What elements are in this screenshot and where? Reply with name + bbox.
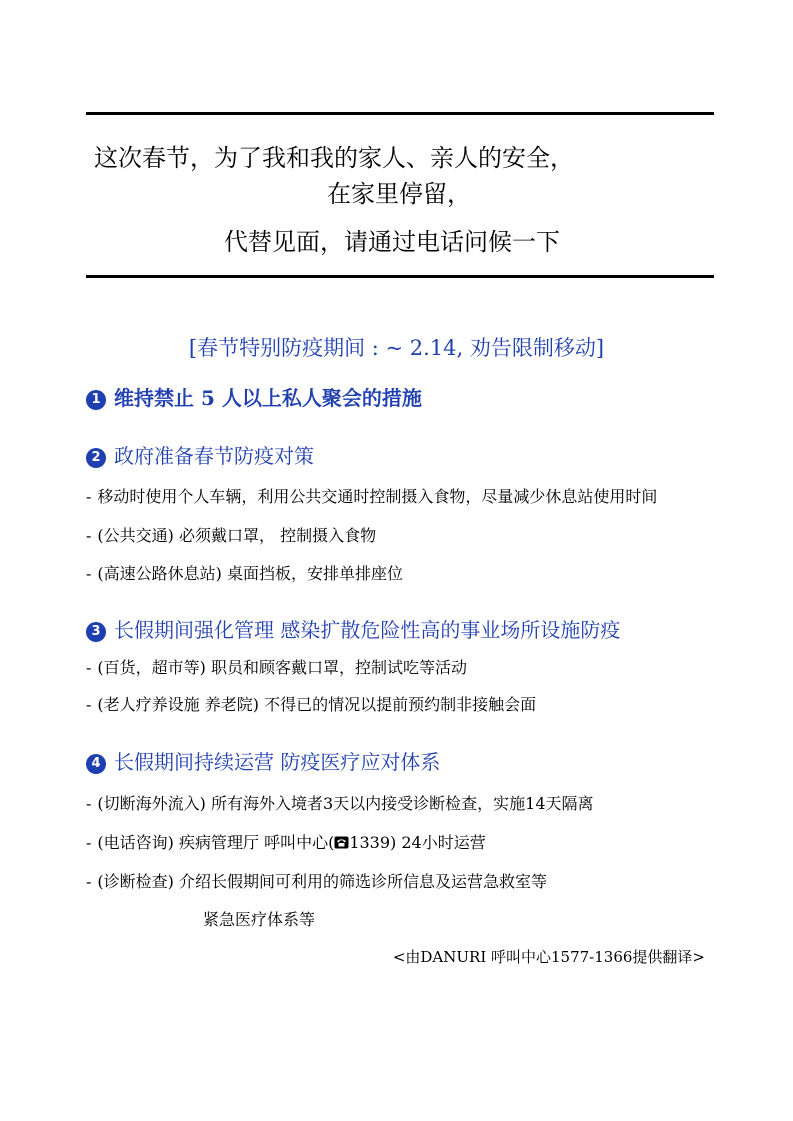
number-4-icon: 4 (86, 754, 106, 774)
number-3-icon: 3 (86, 622, 106, 642)
dash-bullet: - (86, 833, 92, 852)
top-rule (86, 112, 714, 115)
number-1-icon: 1 (86, 390, 106, 410)
dash-bullet: - (86, 564, 92, 583)
list-item (86, 791, 594, 814)
item-text-suffix: 1339) 24小时运营 (349, 833, 486, 852)
headline-line-2: 在家里停留， (327, 180, 471, 208)
translation-note: <由DANURI 呼叫中心1577-1366提供翻译> (392, 948, 705, 966)
dash-bullet: - (86, 872, 92, 891)
item-text: (高速公路休息站) 桌面挡板，安排单排座位 (97, 564, 403, 583)
dash-bullet: - (86, 658, 92, 677)
section-4-title: 长假期间持续运营 防疫医疗应对体系 (114, 750, 441, 774)
item-text-prefix: (电话咨询) 疾病管理厅 呼叫中心( (97, 833, 335, 852)
item-text: (公共交通) 必须戴口罩， 控制摄入食物 (97, 526, 377, 545)
headline-line-3: 代替见面，请通过电话问候一下 (224, 228, 560, 256)
list-item (86, 655, 467, 678)
list-item (86, 692, 536, 715)
list-item (86, 561, 403, 584)
section-1-heading (86, 382, 422, 411)
section-1-title: 维持禁止 5 人以上私人聚会的措施 (114, 386, 422, 410)
item-text: (切断海外流入) 所有海外入境者3天以内接受诊断检查，实施14天隔离 (97, 794, 594, 813)
list-item (86, 523, 376, 546)
list-item (86, 869, 547, 892)
item-text: 移动时使用个人车辆，利用公共交通时控制摄入食物，尽量减少休息站使用时间 (97, 487, 658, 506)
section-2-title: 政府准备春节防疫对策 (114, 444, 314, 468)
item-text: (诊断检查) 介绍长假期间可利用的筛选诊所信息及运营急救室等 (97, 872, 547, 891)
bottom-rule (86, 275, 714, 278)
dash-bullet: - (86, 487, 92, 506)
headline-line-1: 这次春节，为了我和我的家人、亲人的安全， (94, 144, 574, 172)
list-item (86, 484, 657, 507)
number-2-icon: 2 (86, 448, 106, 468)
section-3-title: 长假期间强化管理 感染扩散危险性高的事业场所设施防疫 (114, 618, 621, 642)
list-item (86, 830, 486, 853)
item-text: (老人疗养设施 养老院) 不得已的情况以提前预约制非接触会面 (97, 695, 537, 714)
phone-icon (334, 836, 349, 849)
dash-bullet: - (86, 526, 92, 545)
list-item-continuation: 紧急医疗体系等 (203, 910, 316, 929)
section-4-heading (86, 746, 440, 775)
section-3-heading (86, 614, 620, 643)
dash-bullet: - (86, 794, 92, 813)
item-text: (百货，超市等) 职员和顾客戴口罩，控制试吃等活动 (97, 658, 467, 677)
subtitle: [春节特别防疫期间 : ~ 2.14, 劝告限制移动] (188, 336, 605, 360)
dash-bullet: - (86, 695, 92, 714)
section-2-heading (86, 440, 314, 469)
